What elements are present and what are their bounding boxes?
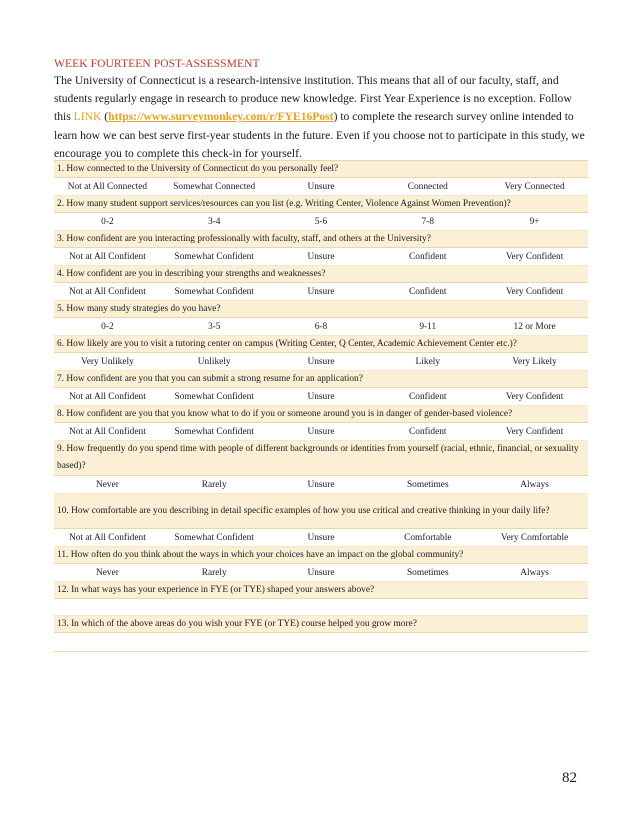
question-text: 5. How many study strategies do you have? (54, 301, 588, 318)
answer-option[interactable]: Always (481, 564, 588, 582)
question-row (54, 406, 588, 423)
answer-options-row (54, 178, 588, 196)
answer-option[interactable]: Unsure (268, 476, 375, 494)
open-question-row (54, 616, 588, 633)
question-row (54, 494, 588, 529)
answer-option[interactable]: Unsure (268, 283, 375, 301)
open-question-row (54, 582, 588, 599)
answer-option[interactable]: Connected (374, 178, 481, 196)
question-text: 11. How often do you think about the ways in which your choices have an impact on the global community? (54, 547, 588, 564)
answer-option[interactable]: Confident (374, 423, 481, 441)
answer-space[interactable] (54, 633, 588, 652)
answer-option[interactable]: 9+ (481, 213, 588, 231)
answer-option[interactable]: Confident (374, 283, 481, 301)
survey-link-url[interactable]: https://www.surveymonkey.com/r/FYE16Post (108, 110, 334, 124)
open-question-text: 13. In which of the above areas do you wish your FYE (or TYE) course helped you grow more? (54, 616, 588, 633)
intro-open-paren: ( (101, 110, 109, 124)
intro-text-end: ) to complete the research survey online intended to learn how we can best serve first-year students in the future. Even if you choose not to participate in this study, we encourage you to complete this check-in for yourself. (54, 110, 585, 160)
question-text: 9. How frequently do you spend time with people of different backgrounds or identities from yourself (racial, ethnic, financial, or sexuality based)? (54, 441, 588, 476)
answer-space[interactable] (54, 599, 588, 616)
question-text: 1. How connected to the University of Connecticut do you personally feel? (54, 161, 588, 178)
question-text: 3. How confident are you interacting professionally with faculty, staff, and others at the University? (54, 231, 588, 248)
survey-link-label[interactable]: LINK (73, 110, 102, 124)
answer-option[interactable]: Not at All Confident (54, 283, 161, 301)
answer-option[interactable]: Likely (374, 353, 481, 371)
answer-option[interactable]: Unsure (268, 353, 375, 371)
answer-option[interactable]: Unsure (268, 248, 375, 266)
answer-option[interactable]: Never (54, 564, 161, 582)
answer-option[interactable]: Very Confident (481, 248, 588, 266)
answer-options-row (54, 476, 588, 494)
answer-option[interactable]: Somewhat Confident (161, 283, 268, 301)
answer-option[interactable]: Somewhat Confident (161, 248, 268, 266)
answer-option[interactable]: Very Confident (481, 283, 588, 301)
answer-options-row (54, 213, 588, 231)
answer-option[interactable]: Sometimes (374, 564, 481, 582)
answer-option[interactable]: 0-2 (54, 213, 161, 231)
answer-option[interactable]: Rarely (161, 564, 268, 582)
answer-option[interactable]: Confident (374, 388, 481, 406)
answer-option[interactable]: Somewhat Confident (161, 388, 268, 406)
answer-options-row (54, 423, 588, 441)
answer-option[interactable]: Not at All Confident (54, 423, 161, 441)
page-number: 82 (562, 770, 577, 786)
answer-option[interactable]: Unsure (268, 178, 375, 196)
answer-space-cell[interactable] (54, 633, 588, 652)
question-text: 10. How comfortable are you describing in detail specific examples of how you use critical and creative thinking in your daily life? (54, 494, 588, 529)
answer-option[interactable]: 3-4 (161, 213, 268, 231)
answer-options-row (54, 353, 588, 371)
answer-option[interactable]: Unsure (268, 388, 375, 406)
page-heading: WEEK FOURTEEN POST-ASSESSMENT (54, 58, 260, 70)
question-row (54, 371, 588, 388)
answer-option[interactable]: 5-6 (268, 213, 375, 231)
answer-option[interactable]: Very Likely (481, 353, 588, 371)
answer-option[interactable]: Rarely (161, 476, 268, 494)
intro-paragraph (54, 72, 588, 163)
answer-option[interactable]: Very Unlikely (54, 353, 161, 371)
answer-option[interactable]: Unlikely (161, 353, 268, 371)
answer-option[interactable]: Very Confident (481, 388, 588, 406)
answer-option[interactable]: Very Confident (481, 423, 588, 441)
answer-option[interactable]: Comfortable (374, 529, 481, 547)
answer-option[interactable]: Unsure (268, 529, 375, 547)
question-text: 2. How many student support services/resources can you list (e.g. Writing Center, Violence Against Women Prevention)? (54, 196, 588, 213)
answer-option[interactable]: Not at All Connected (54, 178, 161, 196)
answer-option[interactable]: 3-5 (161, 318, 268, 336)
question-row (54, 336, 588, 353)
answer-option[interactable]: Not at All Confident (54, 248, 161, 266)
answer-option[interactable]: 7-8 (374, 213, 481, 231)
answer-option[interactable]: 0-2 (54, 318, 161, 336)
answer-option[interactable]: Confident (374, 248, 481, 266)
question-row (54, 301, 588, 318)
answer-option[interactable]: Sometimes (374, 476, 481, 494)
answer-option[interactable]: Somewhat Connected (161, 178, 268, 196)
answer-option[interactable]: 9-11 (374, 318, 481, 336)
answer-option[interactable]: Always (481, 476, 588, 494)
answer-option[interactable]: Somewhat Confident (161, 529, 268, 547)
question-text: 6. How likely are you to visit a tutoring center on campus (Writing Center, Q Center, Academic Achievement Center etc.)? (54, 336, 588, 353)
answer-options-row (54, 388, 588, 406)
question-row (54, 266, 588, 283)
answer-options-row (54, 564, 588, 582)
answer-options-row (54, 529, 588, 547)
answer-options-row (54, 318, 588, 336)
question-row (54, 161, 588, 178)
question-text: 8. How confident are you that you know what to do if you or someone around you is in danger of gender-based violence? (54, 406, 588, 423)
question-text: 7. How confident are you that you can submit a strong resume for an application? (54, 371, 588, 388)
answer-option[interactable]: Never (54, 476, 161, 494)
answer-option[interactable]: Not at All Confident (54, 388, 161, 406)
question-row (54, 196, 588, 213)
answer-option[interactable]: Very Connected (481, 178, 588, 196)
answer-space-cell[interactable] (54, 599, 588, 616)
question-row (54, 441, 588, 476)
answer-option[interactable]: Somewhat Confident (161, 423, 268, 441)
answer-option[interactable]: Very Comfortable (481, 529, 588, 547)
answer-option[interactable]: 6-8 (268, 318, 375, 336)
answer-options-row (54, 248, 588, 266)
answer-option[interactable]: Unsure (268, 564, 375, 582)
survey-table (54, 160, 588, 652)
open-question-text: 12. In what ways has your experience in FYE (or TYE) shaped your answers above? (54, 582, 588, 599)
answer-option[interactable]: Not at All Confident (54, 529, 161, 547)
question-row (54, 547, 588, 564)
intro-text-start: The University of Connecticut is a research-intensive institution. This means that all of our faculty, staff, and students regularly engage in research to produce new knowledge. First Year Experience is no exception. Follow this (54, 74, 572, 124)
question-text: 4. How confident are you in describing your strengths and weaknesses? (54, 266, 588, 283)
answer-options-row (54, 283, 588, 301)
answer-option[interactable]: Unsure (268, 423, 375, 441)
answer-option[interactable]: 12 or More (481, 318, 588, 336)
question-row (54, 231, 588, 248)
